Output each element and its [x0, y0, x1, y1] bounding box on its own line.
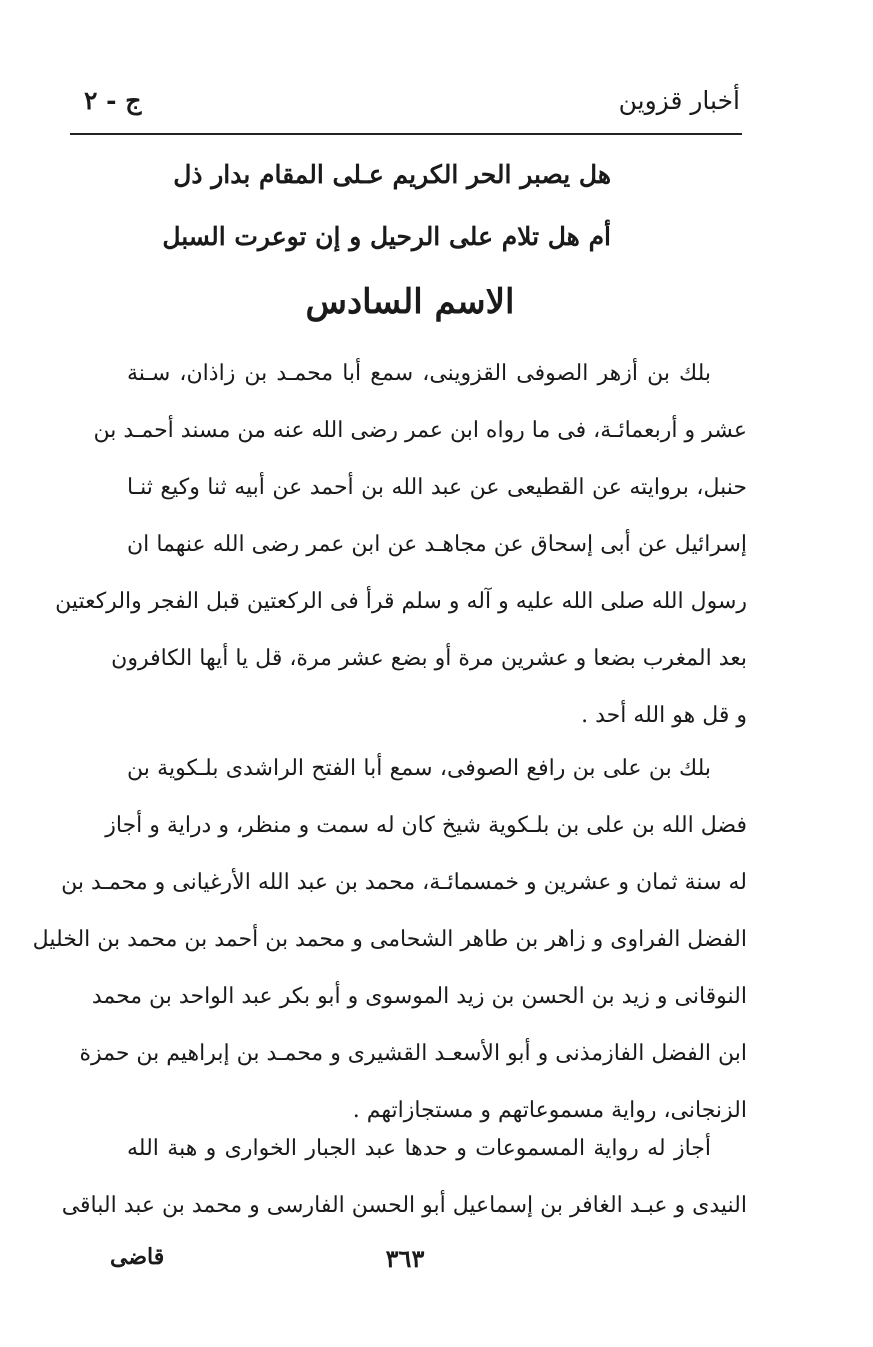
- page-number: ٣٦٣: [385, 1244, 425, 1273]
- text-line: له سنة ثمان و عشرين و خمسمائـة، محمد بن عبد الله الأرغيانى و محمـد بن: [61, 870, 747, 895]
- text-line: حنبل، بروايته عن القطيعى عن عبد الله بن أحمد عن أبيه ثنا وكيع ثنـا: [127, 475, 747, 500]
- text-line: عشر و أربعمائـة، فى ما رواه ابن عمر رضى الله عنه من مسند أحمـد بن: [93, 418, 747, 443]
- header-rule: [70, 133, 742, 135]
- text-line: النوقانى و زيد بن الحسن بن زيد الموسوى و أبو بكر عبد الواحد بن محمد: [91, 984, 747, 1009]
- page-header: [70, 82, 740, 132]
- volume-number: ج - ٢: [84, 86, 142, 115]
- running-title: أخبار قزوين: [618, 86, 740, 115]
- text-line: بلك بن أزهر الصوفى القزوينى، سمع أبا محمـد بن زاذان، سـنة: [127, 361, 711, 386]
- printer-mark: قاضى: [110, 1244, 165, 1270]
- text-line: أجاز له رواية المسموعات و حدها عبد الجبار الخوارى و هبة الله: [127, 1136, 711, 1161]
- text-line: فضل الله بن على بن بلـكوية شيخ كان له سمت و منظر، و دراية و أجاز: [105, 813, 747, 838]
- verse-line: هل يصبر الحر الكريم عـلى المقام بدار ذل: [173, 160, 611, 189]
- text-line: و قل هو الله أحد .: [581, 703, 747, 728]
- paragraph: [61, 1120, 747, 1234]
- text-line: إسرائيل عن أبى إسحاق عن مجاهـد عن ابن عمر رضى الله عنهما ان: [127, 532, 747, 557]
- page-footer: [70, 1244, 740, 1284]
- paragraph: [32, 740, 747, 1139]
- text-line: النيدى و عبـد الغافر بن إسماعيل أبو الحسن الفارسى و محمد بن عبد الباقى: [61, 1193, 747, 1218]
- paragraph: [55, 345, 747, 744]
- text-line: رسول الله صلى الله عليه و آله و سلم قرأ فى الركعتين قبل الفجر والركعتين: [55, 589, 747, 614]
- text-line: بلك بن على بن رافع الصوفى، سمع أبا الفتح الراشدى بلـكوية بن: [127, 756, 711, 781]
- text-line: ابن الفضل الفازمذنى و أبو الأسعـد القشيرى و محمـد بن إبراهيم بن حمزة: [79, 1041, 747, 1066]
- text-line: الزنجانى، رواية مسموعاتهم و مستجازاتهم .: [352, 1098, 747, 1123]
- text-line: بعد المغرب بضعا و عشرين مرة أو بضع عشر مرة، قل يا أيها الكافرون: [111, 646, 747, 671]
- text-line: الفضل الفراوى و زاهر بن طاهر الشحامى و محمد بن أحمد بن محمد بن الخليل: [32, 927, 747, 952]
- verse-line: أم هل تلام على الرحيل و إن توعرت السبل: [162, 222, 611, 251]
- section-title: الاسم السادس: [305, 282, 515, 322]
